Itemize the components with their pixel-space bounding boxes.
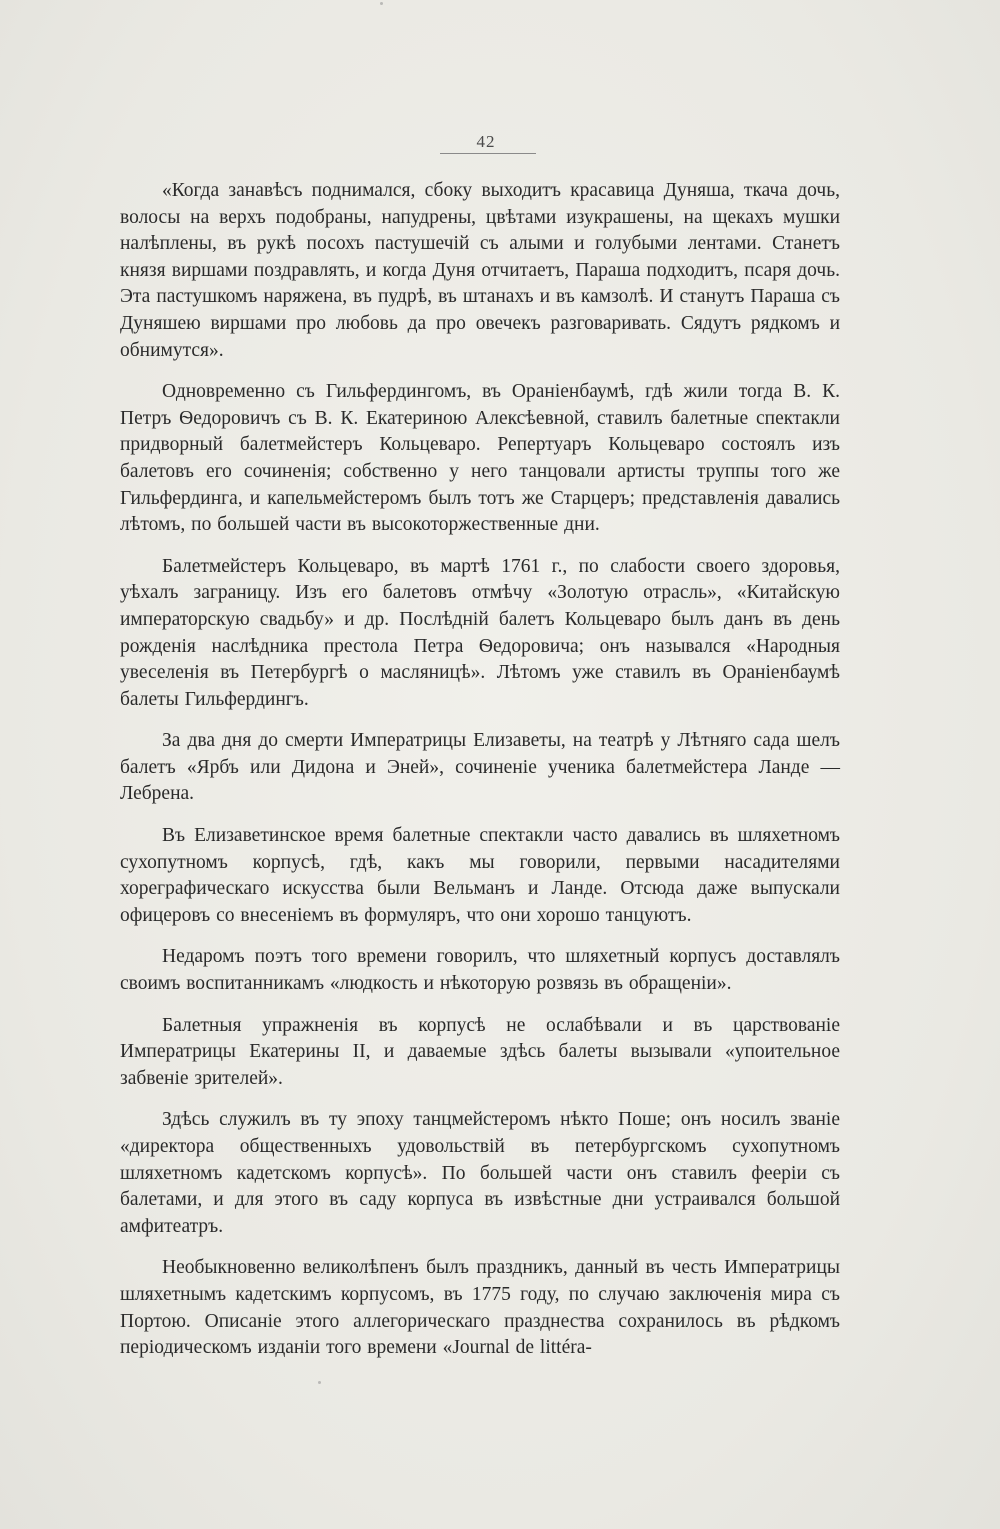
paper-speck — [380, 2, 383, 5]
paragraph: «Когда занавѣсъ поднимался, сбоку выходитъ красавица Дуняша, ткача дочь, волосы на верхъ подобраны, напудрены, цвѣтами изукрашены, на щекахъ мушки налѣплены, въ рукѣ посохъ пастушечій съ алыми и голубыми лентами. Станетъ князя виршами поздравлять, и когда Дуня отчитаетъ, Параша подходитъ, псаря дочь. Эта пастушкомъ наряжена, въ пудрѣ, въ штанахъ и въ камзолѣ. И станутъ Параша съ Дуняшею виршами про любовь да про овечекъ разговаривать. Сядутъ рядкомъ и обнимутся». — [120, 180, 840, 361]
page-number: 42 — [476, 132, 496, 151]
page-number-rule — [440, 153, 536, 154]
body-text — [120, 178, 840, 1377]
paragraph: Одновременно съ Гильфердингомъ, въ Ораніенбаумѣ, гдѣ жили тогда В. К. Петръ Ѳедоровичъ съ В. К. Екатериною Алексѣевной, ставилъ балетные спектакли придворный балетмейстеръ Кольцеваро. Репертуаръ Кольцеваро состоялъ изъ балетовъ его сочиненія; собственно у него танцовали артисты труппы того же Гильфердинга, и капельмейстеромъ былъ тотъ же Старцеръ; представленія давались лѣтомъ, по большей части въ высокоторжественные дни. — [120, 381, 840, 536]
paragraph: За два дня до смерти Императрицы Елизаветы, на театрѣ у Лѣтняго сада шелъ балетъ «Ярбъ или Дидона и Эней», сочиненіе ученика балетмейстера Ланде — Лебрена. — [120, 730, 840, 805]
paragraph: Необыкновенно великолѣпенъ былъ праздникъ, данный въ честь Императрицы шляхетнымъ кадетскимъ корпусомъ, въ 1775 году, по случаю заключенія мира съ Портою. Описаніе этого аллегорическаго празднества сохранилось въ рѣдкомъ періодическомъ изданіи того времени «Journal de littéra- — [120, 1257, 840, 1359]
paper-speck — [318, 1381, 321, 1384]
paragraph: Недаромъ поэтъ того времени говорилъ, что шляхетный корпусъ доставлялъ своимъ воспитанникамъ «людкость и нѣкоторую розвязь въ обращеніи». — [120, 946, 840, 995]
paragraph: Здѣсь служилъ въ ту эпоху танцмейстеромъ нѣкто Поше; онъ носилъ званіе «директора общественныхъ удовольствій въ петербургскомъ сухопутномъ шляхетномъ кадетскомъ корпусѣ». По большей части онъ ставилъ феерiи съ балетами, и для этого въ саду корпуса въ извѣстные дни устраивался большой амфитеатръ. — [120, 1109, 840, 1237]
paragraph: Въ Елизаветинское время балетные спектакли часто давались въ шляхетномъ сухопутномъ корпусѣ, гдѣ, какъ мы говорили, первыми насадителями хореграфическаго искусства были Вельманъ и Ланде. Отсюда даже выпускали офицеровъ со внесеніемъ въ формуляръ, что они хорошо танцуютъ. — [120, 825, 840, 926]
paragraph: Балетныя упражненія въ корпусѣ не ослабѣвали и въ царствованіе Императрицы Екатерины II, и даваемые здѣсь балеты вызывали «упоительное забвеніе зрителей». — [120, 1014, 840, 1089]
paragraph: Балетмейстеръ Кольцеваро, въ мартѣ 1761 г., по слабости своего здоровья, уѣхалъ заграницу. Изъ его балетовъ отмѣчу «Золотую отрасль», «Китайскую императорскую свадьбу» и др. Послѣдній балетъ Кольцеваро былъ данъ въ день рожденія наслѣдника престола Петра Ѳедоровича; онъ назывался «Народныя увеселенія въ Петербургѣ о масляницѣ». Лѣтомъ уже ставилъ въ Ораніенбаумѣ балеты Гильфердингъ. — [120, 555, 840, 710]
